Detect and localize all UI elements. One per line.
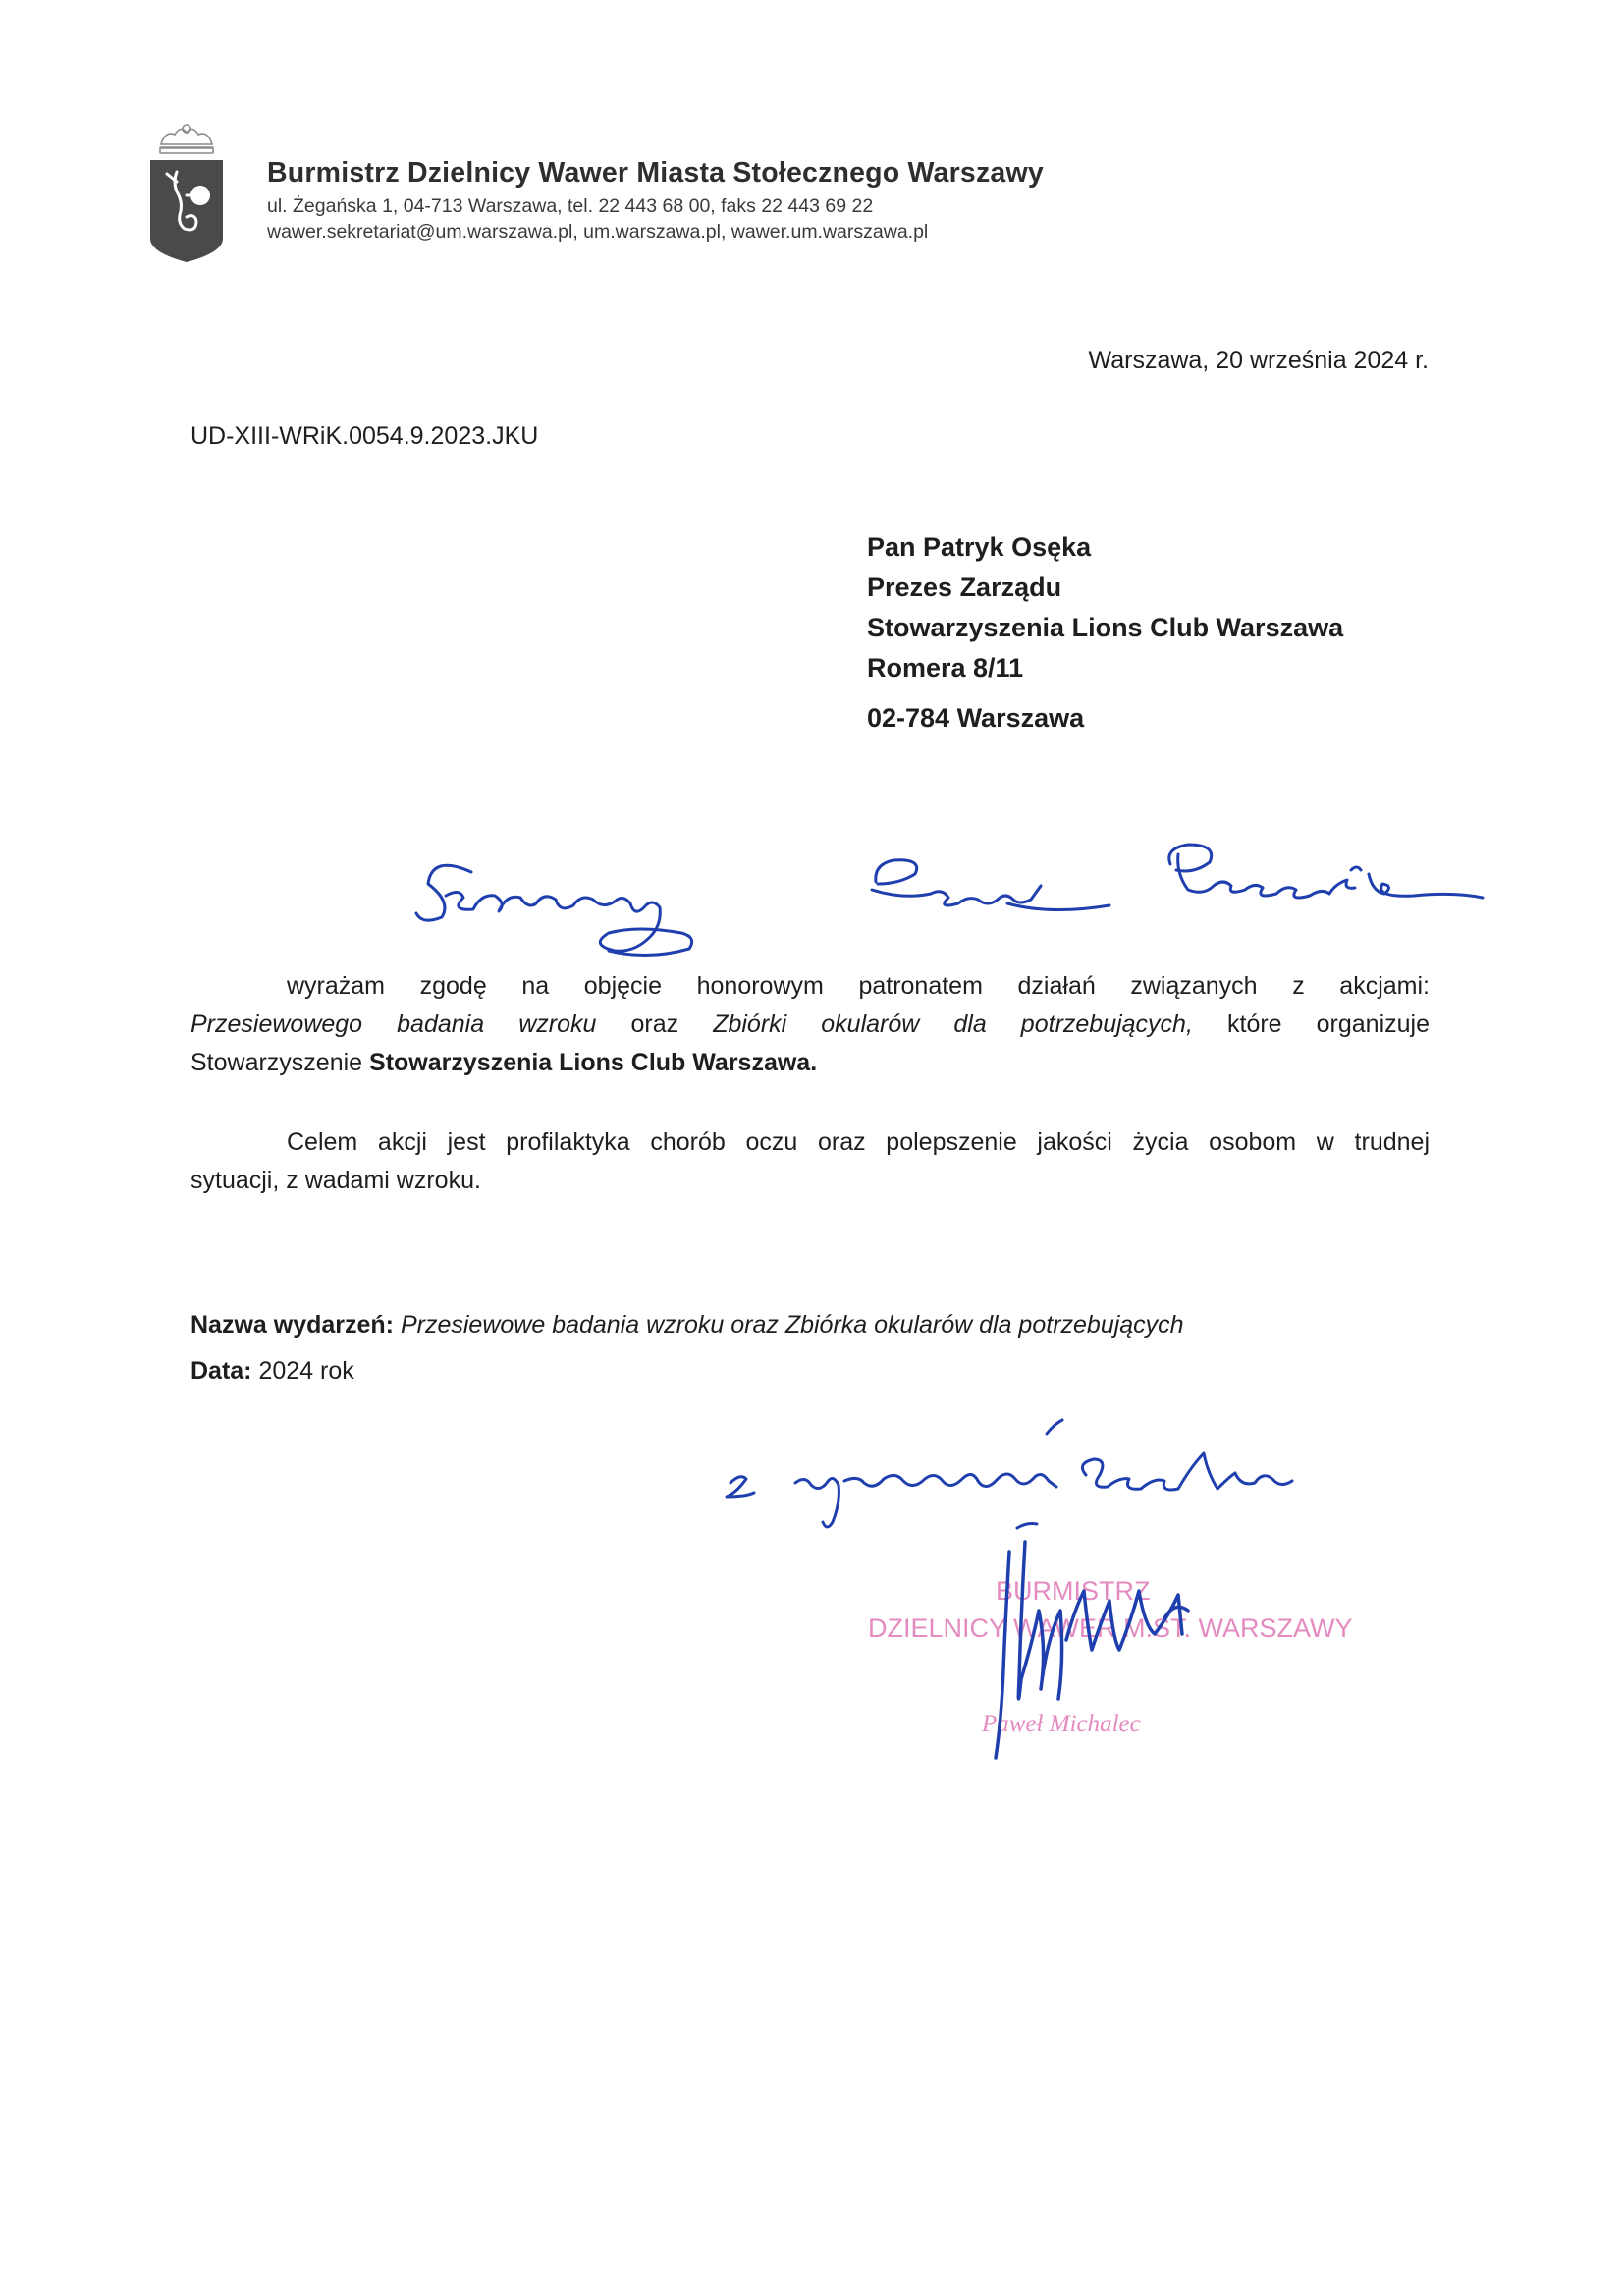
organization-name: Stowarzyszenia Lions Club Warszawa. [369, 1049, 818, 1076]
letter-date: Warszawa, 20 września 2024 r. [1088, 347, 1429, 374]
reference-number: UD-XIII-WRiK.0054.9.2023.JKU [190, 422, 539, 450]
consent-paragraph [190, 967, 1430, 1082]
stamp-name: Paweł Michalec [982, 1711, 1141, 1737]
event-date-label: Data: [190, 1357, 252, 1385]
consent-line-1: wyrażam zgodę na objęcie honorowym patronatem działań związanych z akcjami: [287, 972, 1430, 1000]
purpose-line-2: sytuacji, z wadami wzroku. [190, 1167, 481, 1194]
letterhead-contact: wawer.sekretariat@um.warszawa.pl, um.warszawa.pl, wawer.um.warszawa.pl [267, 221, 929, 243]
event-name-b: Zbiórki okularów dla potrzebujących, [713, 1011, 1193, 1038]
stamp-title: BURMISTRZ [996, 1576, 1151, 1606]
letterhead-title: Burmistrz Dzielnicy Wawer Miasta Stołecznego Warszawy [267, 157, 1044, 189]
event-date-value: 2024 rok [258, 1357, 354, 1385]
handwritten-closing [717, 1414, 1384, 1542]
event-name-row [190, 1311, 1184, 1339]
crown-icon [160, 125, 213, 153]
recipient-city: 02-784 Warszawa [867, 703, 1085, 733]
letterhead-address: ul. Żegańska 1, 04-713 Warszawa, tel. 22 443 68 00, faks 22 443 69 22 [267, 195, 874, 217]
recipient-position: Prezes Zarządu [867, 573, 1062, 602]
recipient-organization: Stowarzyszenia Lions Club Warszawa [867, 613, 1344, 642]
shield-icon [150, 160, 223, 262]
purpose-paragraph [190, 1123, 1430, 1200]
event-name-label: Nazwa wydarzeń: [190, 1311, 395, 1339]
event-date-row [190, 1357, 354, 1386]
event-name-a: Przesiewowego badania wzroku [190, 1011, 597, 1038]
stamp-office: DZIELNICY WAWER M.ST. WARSZAWY [868, 1613, 1353, 1643]
purpose-line-1: Celem akcji jest profilaktyka chorób oczu oraz polepszenie jakości życia osobom w trudnej [287, 1128, 1430, 1156]
recipient-street: Romera 8/11 [867, 653, 1024, 683]
event-name-value: Przesiewowe badania wzroku oraz Zbiórka okularów dla potrzebujących [400, 1311, 1184, 1339]
recipient-name: Pan Patryk Osęka [867, 532, 1092, 562]
conjunction: oraz [630, 1011, 679, 1038]
handwritten-salutation [412, 835, 1492, 962]
consent-line-3-start: Stowarzyszenie [190, 1049, 363, 1076]
warsaw-crest-logo [147, 113, 226, 265]
consent-line-2-end: które organizuje [1227, 1011, 1431, 1038]
